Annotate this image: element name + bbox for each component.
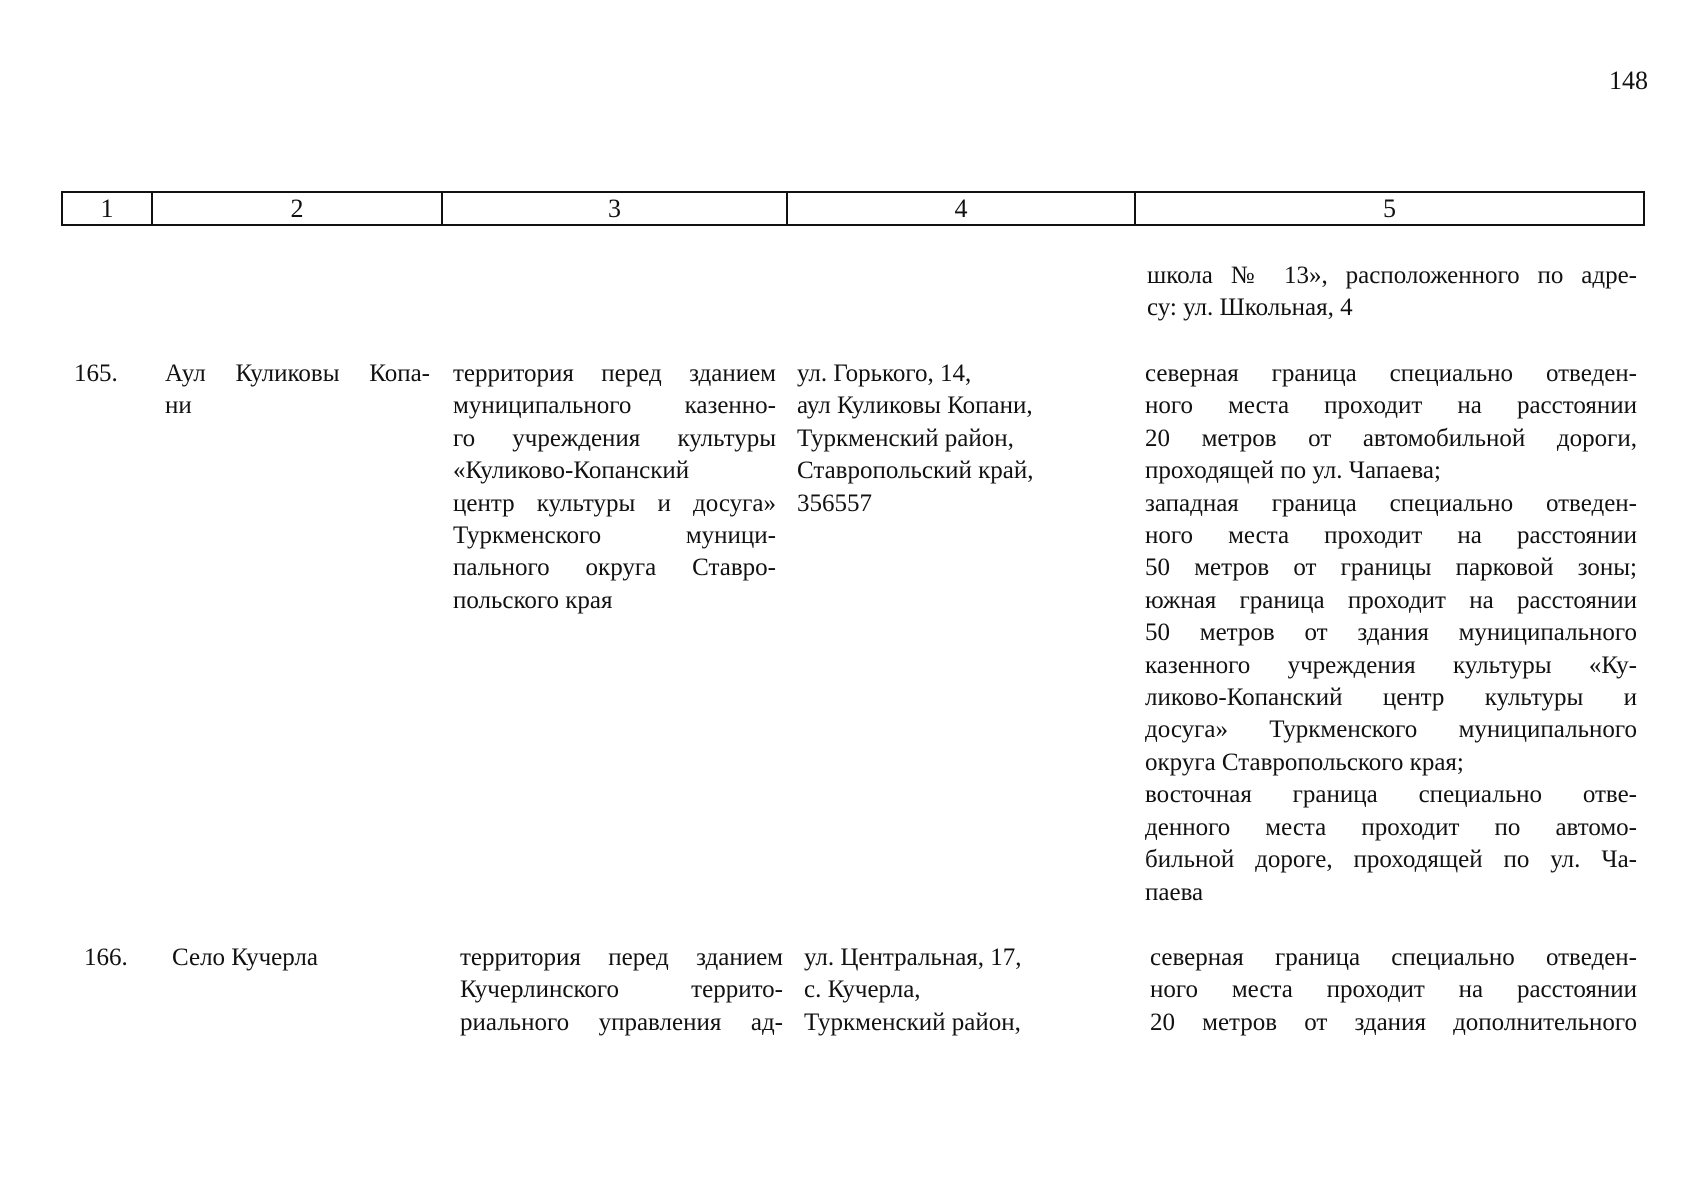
text-line: округа Ставропольского края;	[1145, 748, 1464, 776]
header-col-5: 5	[1383, 194, 1396, 223]
text-line: центр культуры и досуга»	[453, 489, 776, 517]
text-line: 356557	[797, 489, 872, 517]
text-line: бильной дороге, проходящей по ул. Ча-	[1145, 846, 1637, 874]
territory-description	[453, 358, 776, 617]
text-line: территория перед зданием	[453, 360, 776, 387]
text-line: ного места проходит на расстоянии	[1145, 522, 1637, 550]
text-line: казенного учреждения культуры «Ку-	[1145, 651, 1637, 679]
row-number	[74, 358, 118, 390]
text-line: с. Кучерла,	[804, 976, 921, 1004]
header-col-3: 3	[443, 193, 788, 224]
page-number: 148	[1609, 66, 1648, 95]
text-line: муниципального казенно-	[453, 392, 776, 420]
text-line: западная граница специально отведен-	[1145, 489, 1637, 517]
row-number-text: 165.	[74, 360, 118, 387]
text-line: ликово-Копанский центр культуры и	[1145, 684, 1637, 712]
continuation-boundary	[1147, 260, 1637, 325]
text-line: досуга» Туркменского муниципального	[1145, 716, 1637, 744]
text-line: Туркменский район,	[797, 424, 1014, 452]
header-col-1: 1	[63, 193, 153, 224]
text-line: 20 метров от здания дополнительного	[1150, 1008, 1637, 1036]
text-line: ул. Горького, 14,	[797, 360, 972, 387]
text-line: проходящей по ул. Чапаева;	[1145, 457, 1441, 485]
text-line: денного места проходит по автомо-	[1145, 813, 1637, 841]
text-line: северная граница специально отведен-	[1150, 944, 1637, 971]
text-line: южная граница проходит на расстоянии	[1145, 586, 1637, 614]
text-line: 50 метров от границы парковой зоны;	[1145, 554, 1637, 582]
settlement-name	[165, 358, 430, 423]
header-col-2: 2	[153, 193, 443, 224]
text-line: риального управления ад-	[460, 1008, 783, 1036]
header-col-4: 4	[788, 193, 1136, 224]
territory-description	[460, 942, 783, 1039]
text-line: восточная граница специально отве-	[1145, 781, 1637, 809]
text-line: школа № 13», расположенного по адре-	[1147, 262, 1637, 289]
text-line: 50 метров от здания муниципального	[1145, 619, 1637, 647]
text-line: «Куликово-Копанский	[453, 457, 690, 485]
row-number	[84, 942, 128, 974]
text-line: пального округа Ставро-	[453, 554, 776, 582]
text-line: паева	[1145, 878, 1204, 906]
text-line: ул. Центральная, 17,	[804, 944, 1022, 971]
table-header	[61, 191, 1645, 226]
text-line: ного места проходит на расстоянии	[1150, 976, 1637, 1004]
text-line: Туркменского муници-	[453, 522, 776, 550]
text-line: су: ул. Школьная, 4	[1147, 294, 1353, 322]
text-line: Село Кучерла	[172, 944, 319, 971]
boundary-description	[1145, 358, 1637, 909]
text-line: польского края	[453, 586, 613, 614]
text-line: Туркменский район,	[804, 1008, 1021, 1036]
address	[804, 942, 1104, 1039]
text-line: Ставропольский край,	[797, 457, 1034, 485]
text-line: ни	[165, 392, 192, 420]
text-line: Аул Куликовы Копа-	[165, 360, 430, 387]
text-line: го учреждения культуры	[453, 424, 776, 452]
text-line: аул Куликовы Копани,	[797, 392, 1033, 420]
text-line: территория перед зданием	[460, 944, 783, 971]
text-line: 20 метров от автомобильной дороги,	[1145, 424, 1637, 452]
text-line: Кучерлинского террито-	[460, 976, 783, 1004]
row-number-text: 166.	[84, 944, 128, 971]
settlement-name	[172, 942, 437, 974]
text-line: ного места проходит на расстоянии	[1145, 392, 1637, 420]
text-line: северная граница специально отведен-	[1145, 360, 1637, 387]
boundary-description	[1150, 942, 1637, 1039]
address	[797, 358, 1097, 520]
